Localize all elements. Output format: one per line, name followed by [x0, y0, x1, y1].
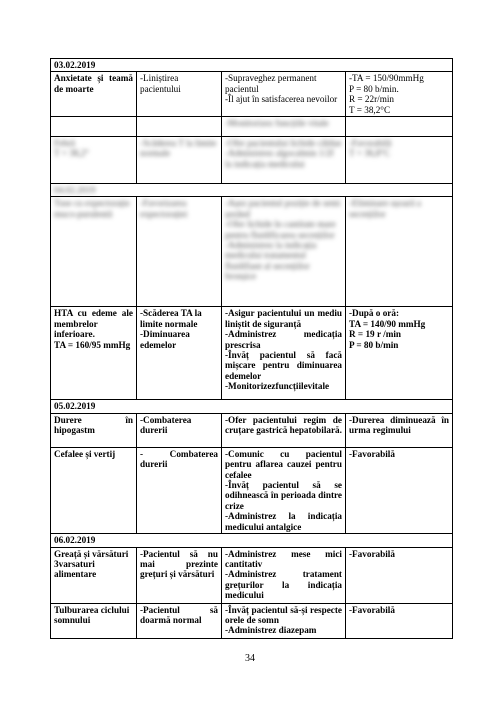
objective-cell: - Combaterea durerii	[137, 447, 222, 533]
table-row	[51, 72, 453, 117]
problem-cell: Anxietate și teamă de moarte	[51, 72, 137, 117]
page-number: 34	[245, 653, 255, 664]
evaluation-cell: -Eliminare ușoară a secrețiilor	[346, 197, 453, 307]
objective-cell: -Pacientul să doarmă normal	[137, 603, 222, 638]
intervention-cell: -Ofer pacientului regim de cruțare gastrică hepatobilară.	[222, 413, 346, 447]
table-row	[51, 603, 453, 638]
date-cell: 03.02.2019	[51, 59, 453, 72]
table-row	[51, 137, 453, 184]
evaluation-cell: -După o oră: TA = 140/90 mmHg R = 19 r /min P = 80 b/min	[346, 307, 453, 400]
evaluation-cell: -Favorabilă	[346, 547, 453, 603]
objective-cell: -Scăderea TA la limite normale -Diminuarea edemelor	[137, 307, 222, 400]
intervention-cell: -Monitorizez funcțiile vitale	[222, 117, 346, 137]
intervention-cell: -Administrez mese mici cantitativ -Administrez tratament grețurilor la indicația medicului	[222, 547, 346, 603]
date-cell: 06.02.2019	[51, 534, 453, 547]
problem-cell: HTA cu edeme ale membrelor inferioare. TA = 160/95 mmHg	[51, 307, 137, 400]
table-row	[51, 447, 453, 533]
problem-cell: Greață și vărsături 3varsaturi alimentare	[51, 547, 137, 603]
objective-cell: -Scăderea T la limite normale	[137, 137, 222, 184]
intervention-cell: -Învăț pacientul să-și respecte orele de somn -Administrez diazepam	[222, 603, 346, 638]
evaluation-cell: -Favorabilă T = 36,8°C	[346, 137, 453, 184]
evaluation-cell: -TA = 150/90mmHg P = 80 b/min. R = 22r/min T = 38,2°C	[346, 72, 453, 117]
date-row	[51, 59, 453, 72]
evaluation-cell	[346, 117, 453, 137]
intervention-cell: -Așez pacientul poziție de semi șezând -Ofer lichide în cantitate mare pentru fluidificarea secrețiilor -Administrez la indicația medicului tratamentul fluidifiant al secrețiilor bronșice	[222, 197, 346, 307]
table-row	[51, 197, 453, 307]
problem-cell: Tuse cu expectorație muco-purulentă	[51, 197, 137, 307]
intervention-cell: -Asigur pacientului un mediu liniștit de siguranță -Administrez medicația prescrisa -Învăț pacientul să facă mișcare pentru diminuarea edemelor -Monitorizezfuncțiilevitale	[222, 307, 346, 400]
problem-cell: Durere în hipogastm	[51, 413, 137, 447]
objective-cell: -Liniștirea pacientului	[137, 72, 222, 117]
date-cell: 04.02.2019	[51, 184, 453, 197]
table-row	[51, 307, 453, 400]
objective-cell	[137, 117, 222, 137]
objective-cell: -Favorizarea expectorației	[137, 197, 222, 307]
table-row	[51, 117, 453, 137]
evaluation-cell: -Favorabilă	[346, 447, 453, 533]
evaluation-cell: -Favorabilă	[346, 603, 453, 638]
evaluation-cell: -Durerea diminuează în urma regimului	[346, 413, 453, 447]
intervention-cell: -Supraveghez permanent pacientul -Îl ajut în satisfacerea nevoilor	[222, 72, 346, 117]
problem-cell: Febră T = 38,2°	[51, 137, 137, 184]
objective-cell: -Combaterea durerii	[137, 413, 222, 447]
problem-cell: Tulburarea ciclului somnului	[51, 603, 137, 638]
table-row	[51, 547, 453, 603]
intervention-cell: -Ofer pacientului lichide căldue -Administrez algocalmin 1/2f la indicația medicului	[222, 137, 346, 184]
date-cell: 05.02.2019	[51, 400, 453, 413]
date-row	[51, 184, 453, 197]
problem-cell: Cefalee și vertij	[51, 447, 137, 533]
care-plan-table	[50, 58, 453, 639]
table-row	[51, 413, 453, 447]
objective-cell: -Pacientul să nu mai prezinte grețuri și vărsături	[137, 547, 222, 603]
intervention-cell: -Comunic cu pacientul pentru aflarea cauzei pentru cefalee -Învăț pacientul să se odihnească în perioada dintre crize -Administrez la indicația medicului antalgice	[222, 447, 346, 533]
date-row	[51, 534, 453, 547]
date-row	[51, 400, 453, 413]
problem-cell	[51, 117, 137, 137]
